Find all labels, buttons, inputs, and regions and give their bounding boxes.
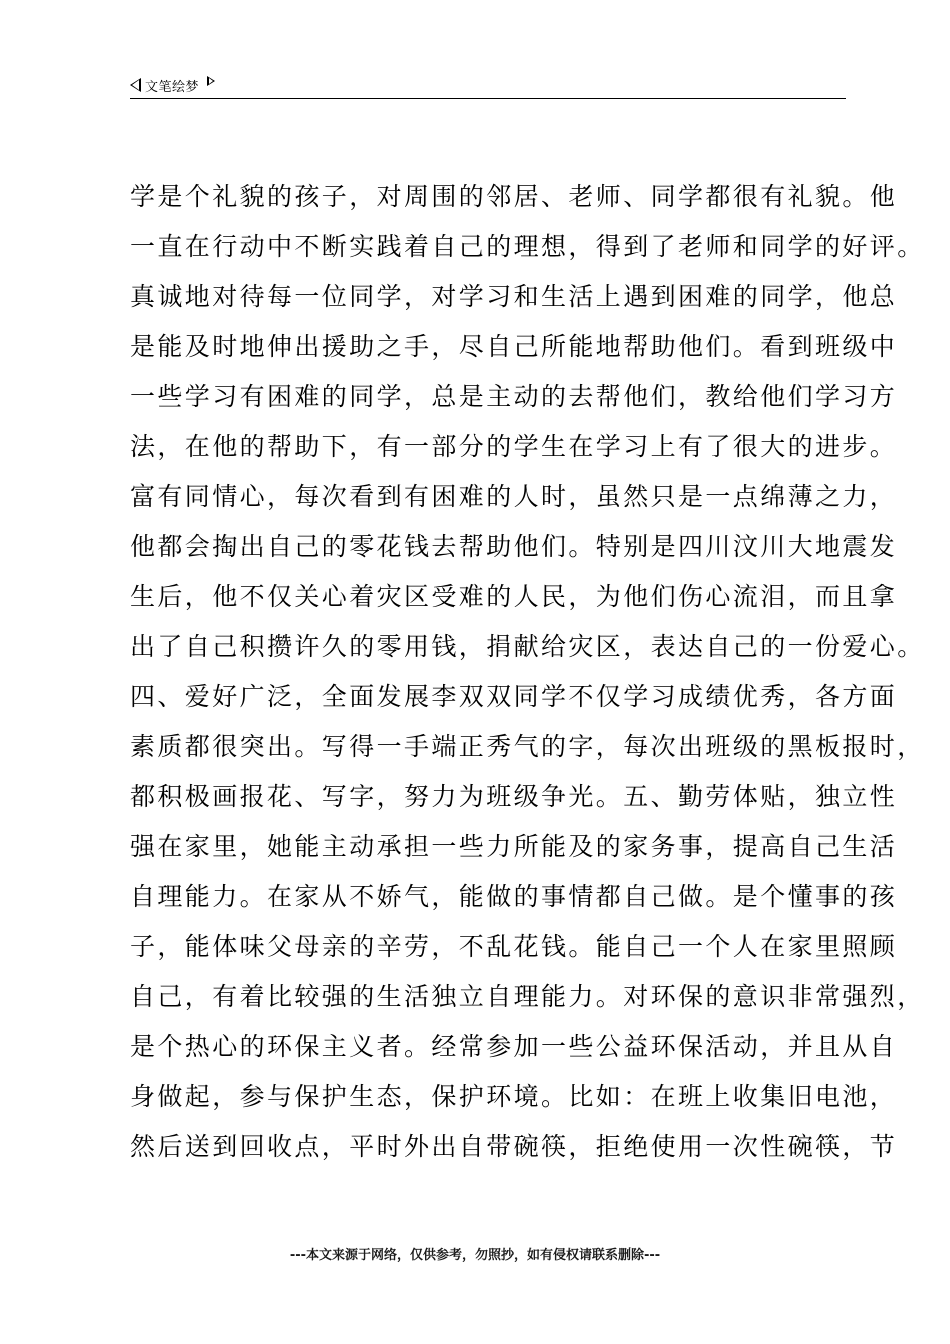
text-line: 都积极画报花、写字，努力为班级争光。五、勤劳体贴，独立性 bbox=[130, 782, 898, 811]
left-triangle-icon bbox=[130, 78, 141, 92]
text-line: 子，能体味父母亲的辛劳，不乱花钱。能自己一个人在家里照顾 bbox=[130, 932, 898, 961]
text-line: 四、爱好广泛，全面发展李双双同学不仅学习成绩优秀，各方面 bbox=[130, 682, 898, 711]
document-body bbox=[130, 172, 925, 1172]
right-triangle-icon bbox=[207, 76, 215, 86]
text-line: 生后，他不仅关心着灾区受难的人民，为他们伤心流泪，而且拿 bbox=[130, 582, 898, 611]
text-line: 是个热心的环保主义者。经常参加一些公益环保活动，并且从自 bbox=[130, 1032, 898, 1061]
text-line: 素质都很突出。写得一手端正秀气的字，每次出班级的黑板报时， bbox=[130, 732, 925, 761]
text-line: 出了自己积攒许久的零用钱，捐献给灾区，表达自己的一份爱心。 bbox=[130, 632, 925, 661]
text-line: 他都会掏出自己的零花钱去帮助他们。特别是四川汶川大地震发 bbox=[130, 532, 898, 561]
header-brand-text: 文笔绘梦 bbox=[145, 79, 200, 95]
text-line: 强在家里，她能主动承担一些力所能及的家务事，提高自己生活 bbox=[130, 832, 898, 861]
text-line: 法，在他的帮助下，有一部分的学生在学习上有了很大的进步。 bbox=[130, 432, 898, 461]
page-footer: ---本文来源于网络，仅供参考，勿照抄，如有侵权请联系删除--- bbox=[289, 1248, 661, 1263]
text-line: 一直在行动中不断实践着自己的理想，得到了老师和同学的好评。 bbox=[130, 232, 925, 261]
text-line: 学是个礼貌的孩子，对周围的邻居、老师、同学都很有礼貌。他 bbox=[130, 182, 898, 211]
text-line: 自理能力。在家从不娇气，能做的事情都自己做。是个懂事的孩 bbox=[130, 882, 898, 911]
text-line: 真诚地对待每一位同学，对学习和生活上遇到困难的同学，他总 bbox=[130, 282, 898, 311]
text-line: 自己，有着比较强的生活独立自理能力。对环保的意识非常强烈， bbox=[130, 982, 925, 1011]
text-line: 身做起，参与保护生态，保护环境。比如：在班上收集旧电池， bbox=[130, 1082, 898, 1111]
header-brand bbox=[130, 74, 215, 96]
text-line: 然后送到回收点，平时外出自带碗筷，拒绝使用一次性碗筷，节 bbox=[130, 1132, 898, 1161]
text-line: 富有同情心，每次看到有困难的人时，虽然只是一点绵薄之力， bbox=[130, 482, 898, 511]
page-header bbox=[130, 74, 846, 99]
text-line: 一些学习有困难的同学，总是主动的去帮他们，教给他们学习方 bbox=[130, 382, 898, 411]
text-line: 是能及时地伸出援助之手，尽自己所能地帮助他们。看到班级中 bbox=[130, 332, 898, 361]
